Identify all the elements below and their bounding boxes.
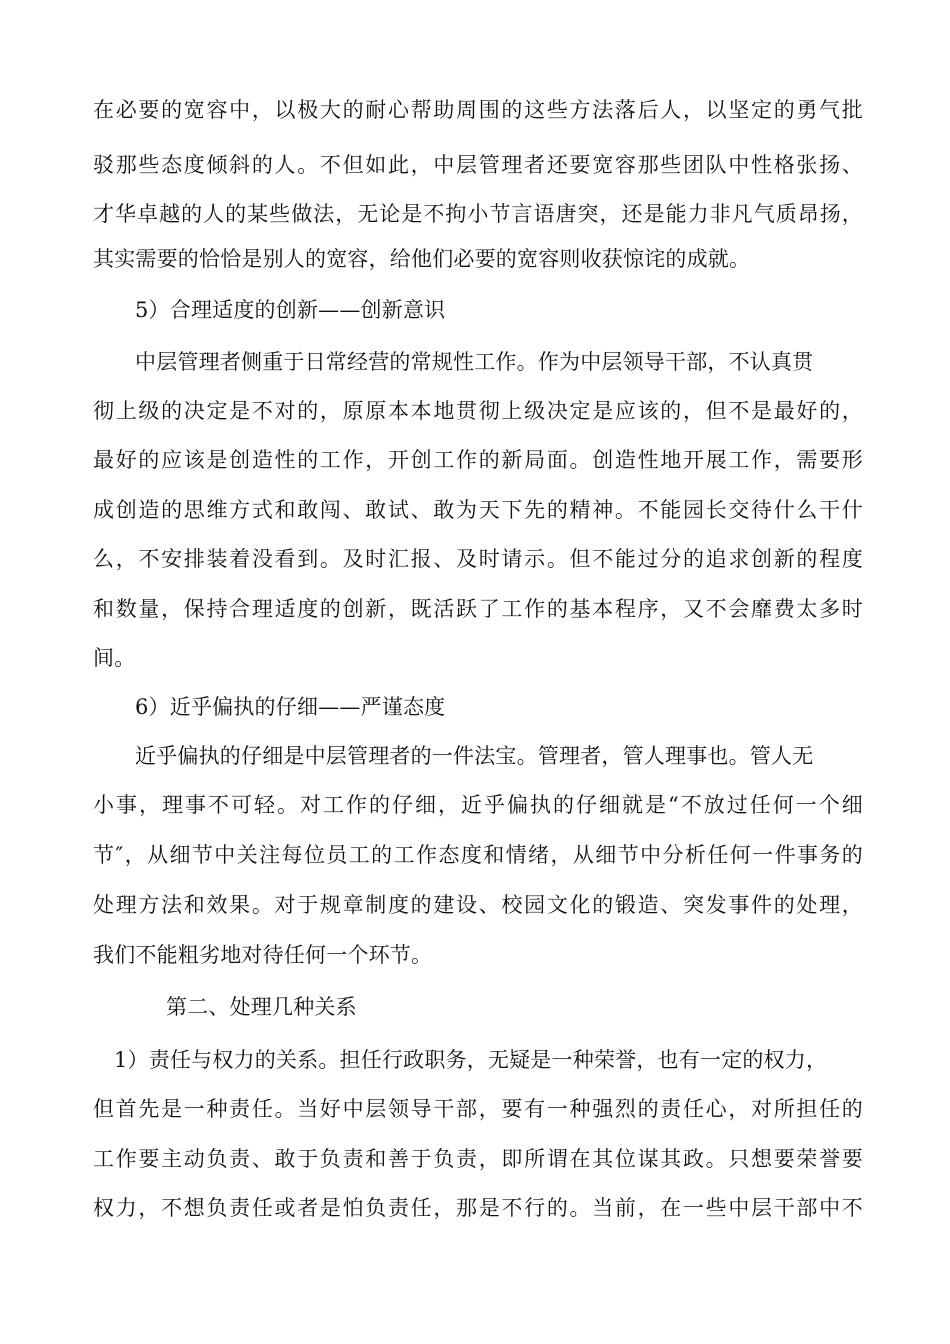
paragraph-line: 和数量，保持合理适度的创新，既活跃了工作的基本程序，又不会靡费太多时 [93, 597, 863, 621]
paragraph-line: 最好的应该是创造性的工作，开创工作的新局面。创造性地开展工作，需要形 [93, 448, 863, 472]
section-heading: 5）合理适度的创新——创新意识 [135, 298, 446, 322]
chapter-heading: 第二、处理几种关系 [166, 995, 357, 1019]
paragraph-line: 工作要主动负责、敢于负责和善于负责，即所谓在其位谋其政。只想要荣誉要 [93, 1147, 863, 1171]
paragraph-line: 彻上级的决定是不对的，原原本本地贯彻上级决定是应该的，但不是最好的， [93, 399, 863, 423]
paragraph-line: 节″，从细节中关注每位员工的工作态度和情绪，从细节中分析任何一件事务的 [93, 843, 863, 867]
paragraph-line: 处理方法和效果。对于规章制度的建设、校园文化的锻造、突发事件的处理， [93, 893, 863, 917]
paragraph-line: 其实需要的恰恰是别人的宽容，给他们必要的宽容则收获惊诧的成就。 [93, 247, 751, 271]
paragraph-line: 中层管理者侧重于日常经营的常规性工作。作为中层领导干部，不认真贯 [135, 350, 814, 374]
paragraph-line: 么，不安排装着没看到。及时汇报、及时请示。但不能过分的追求创新的程度 [93, 547, 863, 571]
paragraph-line: 我们不能粗劣地对待任何一个环节。 [93, 943, 433, 967]
section-heading: 6）近乎偏执的仔细——严谨态度 [135, 695, 446, 719]
paragraph-line: 才华卓越的人的某些做法，无论是不拘小节言语唐突，还是能力非凡气质昂扬， [93, 202, 863, 226]
paragraph-line: 但首先是一种责任。当好中层领导干部，要有一种强烈的责任心，对所担任的 [93, 1097, 863, 1121]
paragraph-line: 间。 [93, 646, 136, 670]
paragraph-line: 在必要的宽容中，以极大的耐心帮助周围的这些方法落后人，以坚定的勇气批 [93, 98, 863, 122]
paragraph-line: 小事，理事不可轻。对工作的仔细，近乎偏执的仔细就是“不放过任何一个细 [93, 793, 863, 817]
paragraph-line: 成创造的思维方式和敢闯、敢试、敢为天下先的精神。不能园长交待什么干什 [93, 498, 863, 522]
paragraph-line: 权力，不想负责任或者是怕负责任，那是不行的。当前，在一些中层干部中不 [93, 1196, 863, 1220]
paragraph-line: 1）责任与权力的关系。担任行政职务，无疑是一种荣誉，也有一定的权力， [114, 1048, 828, 1072]
paragraph-line: 近乎偏执的仔细是中层管理者的一件法宝。管理者，管人理事也。管人无 [135, 744, 814, 768]
paragraph-line: 驳那些态度倾斜的人。不但如此，中层管理者还要宽容那些团队中性格张扬、 [93, 153, 863, 177]
